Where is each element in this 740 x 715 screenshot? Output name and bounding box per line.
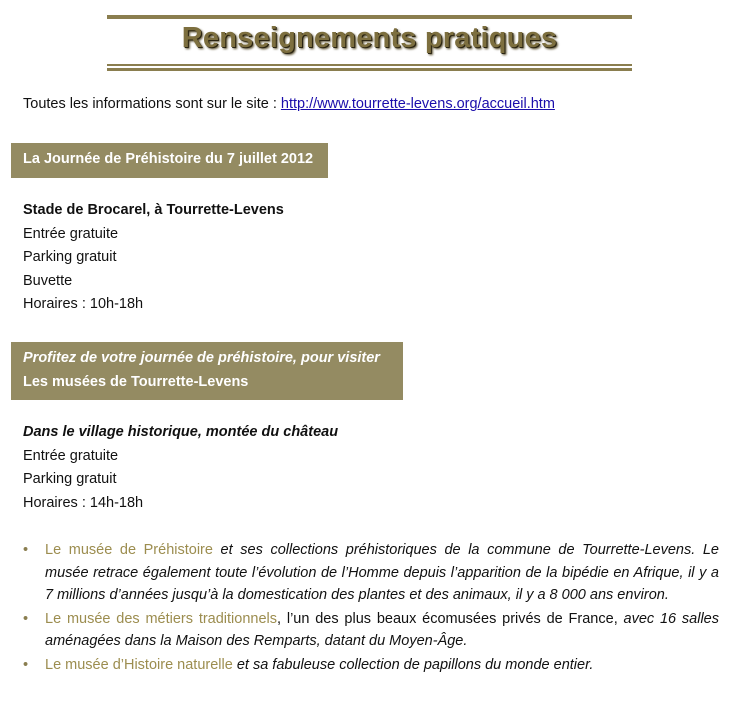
museum-name-natural-history: Le musée d’Histoire naturelle <box>45 656 233 673</box>
page-title: Renseignements pratiques <box>181 22 558 54</box>
bullet-icon: • <box>23 610 29 627</box>
museum-desc-natural-history: et sa fabuleuse collection de papillons du monde entier. <box>232 656 594 673</box>
bullet-icon: • <box>23 542 29 558</box>
museum-name-prehistory: Le musée de Préhistoire <box>45 542 213 558</box>
list-item <box>23 539 719 607</box>
museums-line-entry: Entrée gratuite <box>23 447 119 464</box>
museum-list <box>23 539 719 677</box>
header-rule-bottom-thin <box>107 64 632 66</box>
event-line-entry: Entrée gratuite <box>23 225 119 242</box>
header-rule-bottom-thick <box>107 68 632 71</box>
museum-name-crafts: Le musée des métiers traditionnels <box>45 610 278 627</box>
museums-banner-line1: Profitez de votre journée de préhistoire, pour visiter <box>23 350 380 366</box>
museums-line-parking: Parking gratuit <box>23 471 117 487</box>
event-info <box>23 199 284 317</box>
museums-banner-line2: Les musées de Tourrette-Levens <box>23 374 249 390</box>
intro-paragraph <box>23 96 555 112</box>
event-line-bar: Buvette <box>23 272 73 289</box>
museum-after-name-crafts: , l’un des plus beaux écomusées privés de France, <box>277 610 618 627</box>
website-link[interactable]: http://www.tourrette-levens.org/accueil.htm <box>280 96 555 112</box>
intro-text: Toutes les informations sont sur le site : <box>23 96 281 112</box>
museums-place: Dans le village historique, montée du château <box>23 424 339 440</box>
museums-info <box>23 421 338 515</box>
event-line-hours: Horaires : 10h-18h <box>23 296 144 312</box>
museums-banner <box>11 342 403 400</box>
list-item <box>23 608 719 653</box>
event-banner: La Journée de Préhistoire du 7 juillet 2012 <box>11 143 328 178</box>
museums-line-hours: Horaires : 14h-18h <box>23 494 144 511</box>
list-item <box>23 654 719 677</box>
museum-desc-prehistory: et ses collections préhistoriques de la commune de Tourrette-Levens. Le musée retrace également toute l’évolution de l’Homme depuis l’apparition de la bipédie en Afrique, il y a 7 millions d’années jusqu’à la domestication des plantes et des animaux, il y a 8 000 ans environ. <box>45 542 719 603</box>
event-line-parking: Parking gratuit <box>23 249 117 265</box>
event-place: Stade de Brocarel, à Tourrette-Levens <box>23 202 284 218</box>
museum-desc-crafts: avec 16 salles aménagées dans la Maison des Remparts, datant du Moyen-Âge. <box>45 610 719 649</box>
bullet-icon: • <box>23 656 29 673</box>
